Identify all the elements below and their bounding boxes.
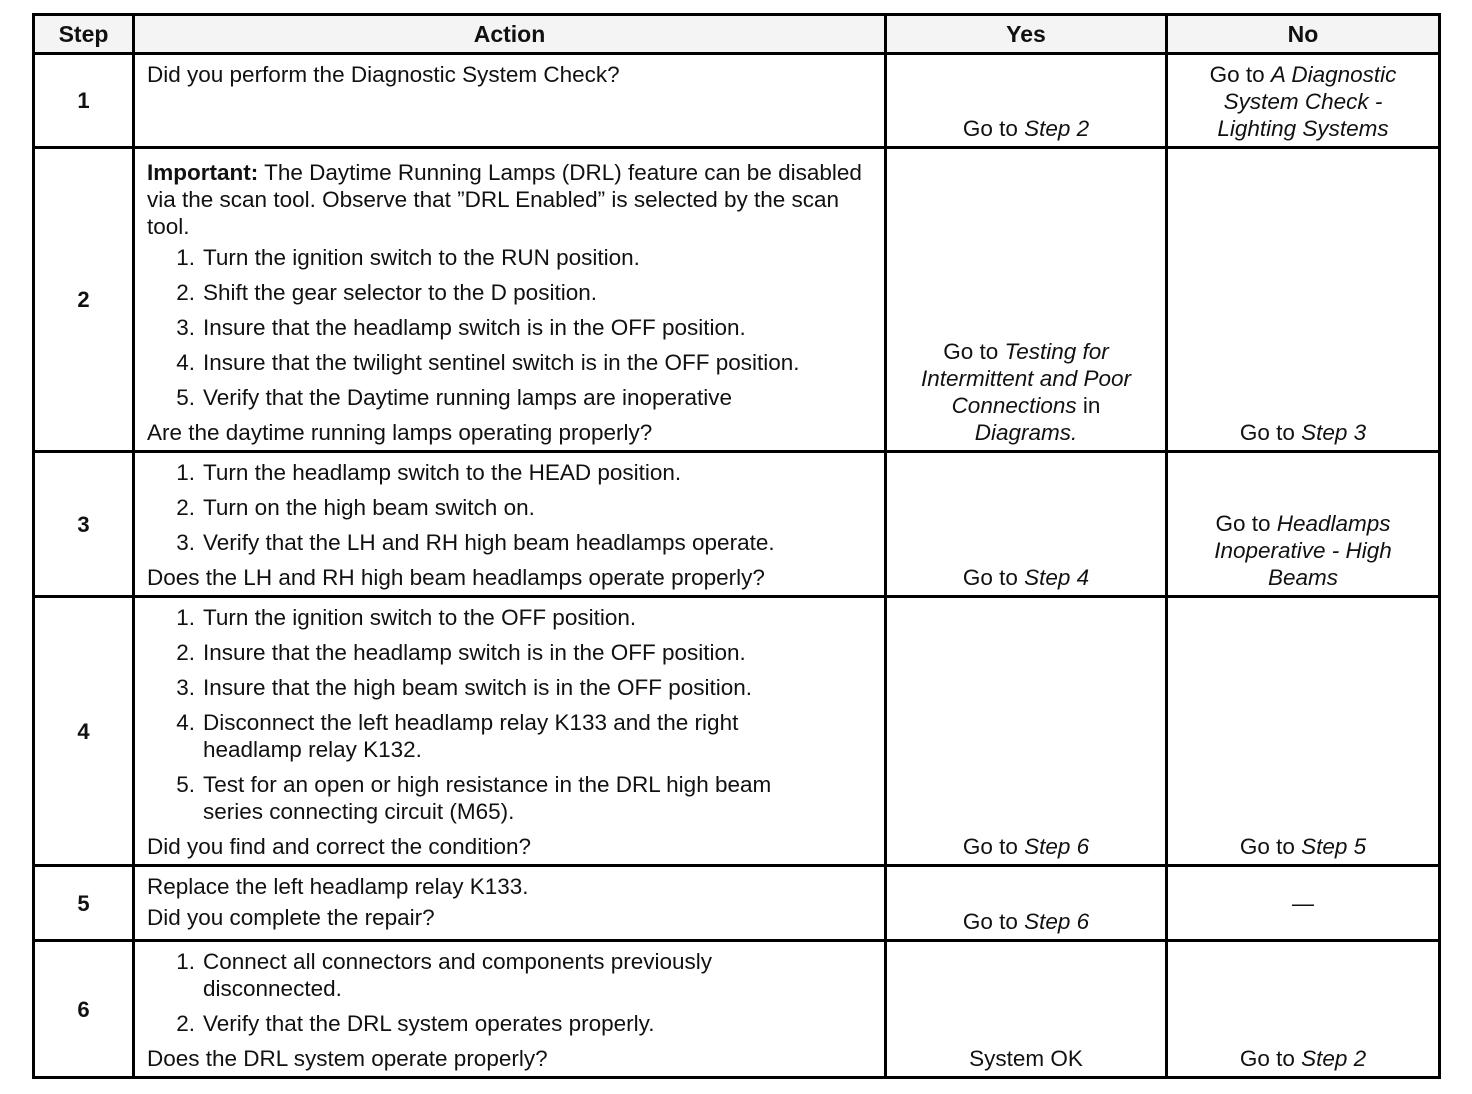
header-step: Step: [34, 15, 134, 54]
instruction-list: [147, 948, 874, 1037]
no-cell: [1167, 866, 1440, 941]
table-row: [34, 148, 1440, 452]
question-text: Did you complete the repair?: [147, 905, 435, 930]
item-number: 4.: [176, 350, 195, 375]
list-item: [147, 674, 874, 701]
action-cell: [134, 452, 886, 597]
step-number: 1: [34, 54, 134, 148]
important-text: The Daytime Running Lamps (DRL) feature can be disabled via the scan tool. Observe that ”DRL Enabled” is selected by the scan tool.: [147, 160, 862, 239]
table-row: [34, 941, 1440, 1078]
item-number: 2.: [176, 1011, 195, 1036]
no-link[interactable]: A Diagnostic System Check - Lighting Systems: [1217, 62, 1397, 141]
list-item: [147, 384, 874, 411]
yes-text: System OK: [969, 1046, 1083, 1071]
header-row: [34, 15, 1440, 54]
item-number: 2.: [176, 495, 195, 520]
item-number: 3.: [176, 530, 195, 555]
yes-cell: [886, 452, 1167, 597]
item-text: Insure that the high beam switch is in the OFF position.: [203, 675, 753, 700]
item-number: 5.: [176, 385, 195, 410]
list-item: [147, 349, 874, 376]
list-item: [147, 604, 874, 631]
no-cell: [1167, 148, 1440, 452]
list-item: [147, 639, 874, 666]
item-number: 4.: [176, 710, 195, 735]
yes-link[interactable]: Testing for Intermittent and Poor Connections: [920, 339, 1132, 418]
list-item: [147, 948, 874, 1002]
list-item: [147, 1010, 874, 1037]
item-text: Verify that the DRL system operates properly.: [203, 1011, 655, 1036]
item-text: Verify that the LH and RH high beam headlamps operate.: [203, 530, 775, 555]
item-number: 1.: [176, 460, 195, 485]
no-cell: [1167, 597, 1440, 866]
item-number: 2.: [176, 280, 195, 305]
step-number: 5: [34, 866, 134, 941]
important-note: [147, 159, 874, 240]
item-number: 3.: [176, 675, 195, 700]
item-text: Verify that the Daytime running lamps are inoperative: [203, 385, 733, 410]
yes-prefix: Go to: [962, 565, 1025, 590]
yes-cell: [886, 148, 1167, 452]
item-number: 2.: [176, 640, 195, 665]
yes-cell: [886, 597, 1167, 866]
list-item: [147, 459, 874, 486]
action-cell: [134, 54, 886, 148]
step-number: 6: [34, 941, 134, 1078]
item-text: Connect all connectors and components previously disconnected.: [203, 949, 713, 1001]
list-item: [147, 244, 874, 271]
no-prefix: Go to: [1239, 420, 1302, 445]
item-number: 1.: [176, 605, 195, 630]
action-line: Replace the left headlamp relay K133.: [147, 874, 529, 899]
item-text: Insure that the headlamp switch is in the OFF position.: [203, 315, 746, 340]
question-text: Are the daytime running lamps operating properly?: [147, 420, 653, 445]
no-cell: [1167, 54, 1440, 148]
item-text: Insure that the twilight sentinel switch is in the OFF position.: [203, 350, 800, 375]
instruction-list: [147, 459, 874, 556]
item-text: Insure that the headlamp switch is in the OFF position.: [203, 640, 746, 665]
no-prefix: Go to: [1209, 62, 1271, 87]
list-item: [147, 771, 874, 825]
no-cell: [1167, 452, 1440, 597]
header-yes: Yes: [886, 15, 1167, 54]
question-text: Does the LH and RH high beam headlamps operate properly?: [147, 565, 765, 590]
yes-prefix: Go to: [962, 834, 1025, 859]
item-text: Test for an open or high resistance in the DRL high beam series connecting circuit (M65).: [203, 772, 772, 824]
item-text: Disconnect the left headlamp relay K133 and the right headlamp relay K132.: [203, 710, 739, 762]
important-label: Important:: [147, 160, 259, 185]
item-text: Turn the ignition switch to the RUN position.: [203, 245, 640, 270]
yes-prefix: Go to: [943, 339, 1005, 364]
yes-cell: [886, 941, 1167, 1078]
table-row: [34, 866, 1440, 941]
item-number: 1.: [176, 245, 195, 270]
yes-cell: [886, 54, 1167, 148]
yes-prefix: Go to: [962, 909, 1025, 934]
instruction-list: [147, 244, 874, 411]
action-cell: [134, 597, 886, 866]
item-text: Turn on the high beam switch on.: [203, 495, 535, 520]
question-text: Does the DRL system operate properly?: [147, 1046, 548, 1071]
item-text: Turn the headlamp switch to the HEAD position.: [203, 460, 682, 485]
step-number: 2: [34, 148, 134, 452]
table-row: [34, 597, 1440, 866]
no-cell: [1167, 941, 1440, 1078]
list-item: [147, 494, 874, 521]
diagnostic-table: [32, 13, 1441, 1079]
list-item: [147, 709, 874, 763]
action-cell: [134, 866, 886, 941]
list-item: [147, 279, 874, 306]
question-text: Did you perform the Diagnostic System Check?: [147, 62, 620, 87]
no-prefix: Go to: [1215, 511, 1277, 536]
yes-link[interactable]: Step 6: [1024, 909, 1090, 934]
yes-link[interactable]: Step 6: [1024, 834, 1090, 859]
item-text: Shift the gear selector to the D position.: [203, 280, 597, 305]
instruction-list: [147, 604, 874, 825]
step-number: 3: [34, 452, 134, 597]
table-row: [34, 54, 1440, 148]
no-link[interactable]: Step 5: [1301, 834, 1367, 859]
table-row: [34, 452, 1440, 597]
action-cell: [134, 148, 886, 452]
yes-link-2[interactable]: Diagrams.: [974, 420, 1078, 445]
header-no: No: [1167, 15, 1440, 54]
item-number: 5.: [176, 772, 195, 797]
step-number: 4: [34, 597, 134, 866]
yes-link[interactable]: Step 2: [1024, 116, 1090, 141]
yes-middle: in: [1076, 393, 1101, 418]
no-prefix: Go to: [1239, 834, 1302, 859]
no-dash: —: [1292, 890, 1314, 916]
no-link[interactable]: Step 2: [1301, 1046, 1367, 1071]
no-link[interactable]: Headlamps Inoperative - High Beams: [1214, 511, 1392, 590]
item-text: Turn the ignition switch to the OFF position.: [203, 605, 637, 630]
no-link[interactable]: Step 3: [1301, 420, 1367, 445]
list-item: [147, 529, 874, 556]
yes-link[interactable]: Step 4: [1024, 565, 1090, 590]
item-number: 1.: [176, 949, 195, 974]
header-action: Action: [134, 15, 886, 54]
item-number: 3.: [176, 315, 195, 340]
list-item: [147, 314, 874, 341]
no-prefix: Go to: [1239, 1046, 1302, 1071]
yes-cell: [886, 866, 1167, 941]
question-text: Did you find and correct the condition?: [147, 834, 531, 859]
action-cell: [134, 941, 886, 1078]
yes-prefix: Go to: [962, 116, 1025, 141]
